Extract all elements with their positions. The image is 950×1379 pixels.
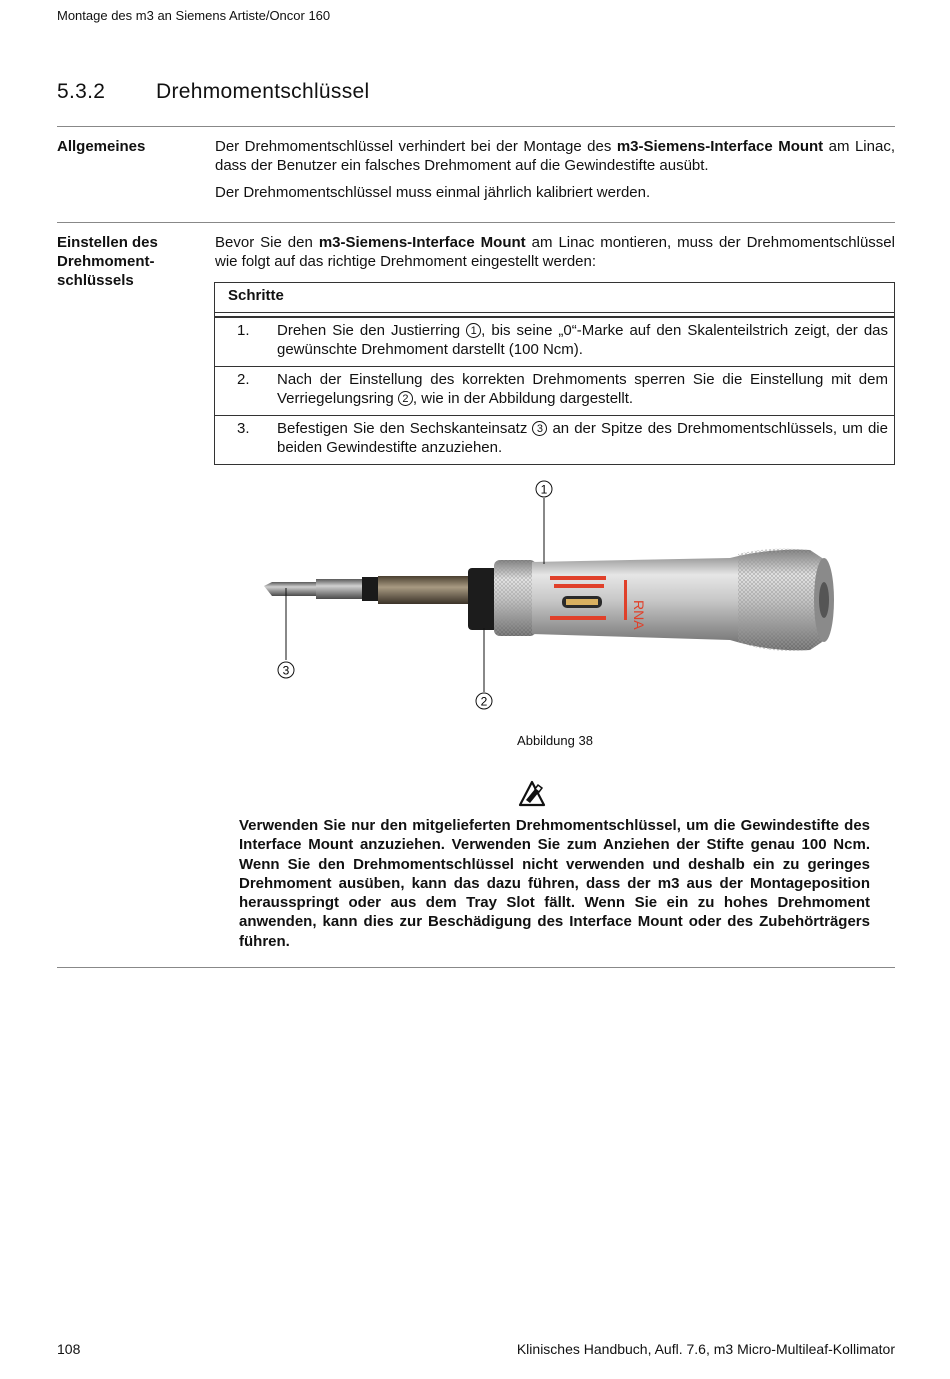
shaft-thin: [316, 579, 364, 599]
label-allgemeines: Allgemeines: [57, 138, 146, 155]
svg-text:1: 1: [540, 482, 548, 497]
section-title: Drehmomentschlüssel: [156, 80, 370, 103]
divider: [57, 967, 895, 968]
steps-header: Schritte: [215, 283, 894, 313]
setup-intro: Bevor Sie den m3-Siemens-Interface Mount am Linac montieren, muss der Drehmomentschlüssel wie folgt auf das richtige Drehmoment eingestellt werden:: [215, 234, 895, 270]
shaft-bronze: [378, 576, 470, 604]
callout-marker: 3: [532, 421, 547, 436]
step-2: 2. Nach der Einstellung des korrekten Drehmoments sperren Sie die Einstellung mit dem Verriegelungsring 2 , wie in der Abbildung dargestellt.: [215, 366, 894, 415]
steps-table: [214, 282, 895, 465]
running-header: Montage des m3 an Siemens Artiste/Oncor 160: [57, 8, 331, 23]
callout-marker: 1: [466, 323, 481, 338]
callout-2: [476, 693, 492, 709]
section-heading: [57, 80, 369, 104]
scale-text: RNA: [631, 600, 647, 630]
general-paragraph-1: Der Drehmomentschlüssel verhindert bei der Montage des m3-Siemens-Interface Mount am Linac, dass der Benutzer ein falsches Drehmoment auf die Gewindestifte ausübt.: [215, 138, 895, 174]
note-hand-icon: [516, 778, 548, 810]
svg-text:3: 3: [282, 663, 290, 678]
figure-caption: Abbildung 38: [517, 733, 593, 748]
hex-bit: [264, 582, 318, 596]
divider: [57, 126, 895, 127]
callout-marker: 2: [398, 391, 413, 406]
svg-text:2: 2: [480, 694, 488, 709]
handle-grip: [738, 549, 825, 651]
label-einstellen: Einstellen des Drehmoment- schlüssels: [57, 234, 158, 289]
note-text: Verwenden Sie nur den mitgelieferten Drehmomentschlüssel, um die Gewindestifte des Interface Mount anzuziehen. Verwenden Sie zum Anziehen der Stifte genau 100 Ncm. Wenn Sie den Drehmomentschlüssel nicht verwenden und deshalb ein zu geringes Drehmoment ausüben, kann das dazu führen, dass der m3 aus der Montageposition herausspringt oder aus dem Tray Slot fällt. Wenn Sie ein zu hohes Drehmoment anwenden, kann dies zur Beschädigung des Interface Mount oder des Zubehörträgers führen.: [239, 817, 870, 950]
general-text: [215, 137, 895, 210]
callout-3: [278, 662, 294, 678]
torque-wrench-figure: [250, 470, 850, 720]
section-number: 5.3.2: [57, 80, 106, 103]
page-number: 108: [57, 1341, 81, 1357]
general-paragraph-2: Der Drehmomentschlüssel muss einmal jährlich kalibriert werden.: [215, 184, 651, 201]
divider: [57, 222, 895, 223]
callout-1: [536, 481, 552, 497]
step-3: 3. Befestigen Sie den Sechskanteinsatz 3 an der Spitze des Drehmomentschlüssels, um die beiden Gewindestifte anzuziehen.: [215, 415, 894, 464]
lock-ring: [468, 568, 498, 630]
step-1: 1. Drehen Sie den Justierring 1 , bis seine „0“-Marke auf den Skalenteilstrich zeigt, der das gewünschte Drehmoment darstellt (100 Ncm).: [215, 317, 894, 366]
footer-title: Klinisches Handbuch, Aufl. 7.6, m3 Micro-Multileaf-Kollimator: [516, 1341, 895, 1357]
shaft-ring-black: [362, 577, 380, 601]
